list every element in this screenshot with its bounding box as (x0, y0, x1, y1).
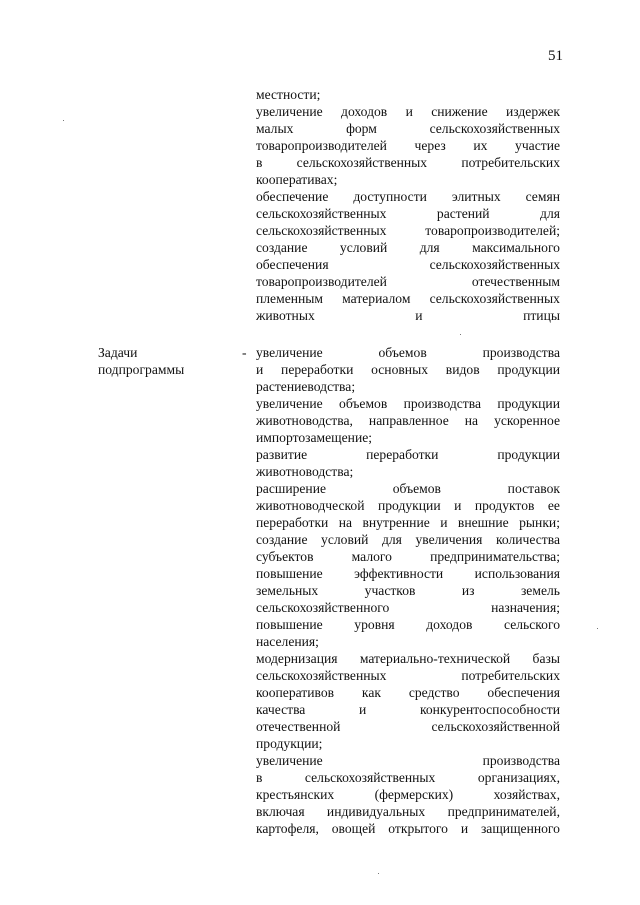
text-line (256, 137, 560, 154)
text-line (256, 599, 560, 616)
word: поставок (507, 481, 560, 496)
word: сельскохозяйственных (304, 770, 436, 785)
word: племенным (256, 291, 324, 306)
word: и (405, 104, 413, 119)
word: продуктов (474, 498, 535, 513)
word: земель (520, 583, 560, 598)
text-line (256, 239, 560, 256)
word: открытого (388, 821, 448, 836)
word: малых (256, 121, 294, 136)
word: сельскохозяйственной (431, 719, 560, 734)
text-line (256, 718, 560, 735)
word: овощей (331, 821, 376, 836)
word: увеличение (256, 345, 323, 360)
word: материалом (342, 291, 411, 306)
word: доходов (426, 617, 473, 632)
text-line (256, 701, 560, 718)
word: сельскохозяйственного (256, 600, 390, 615)
text-line (256, 361, 560, 378)
word: форм (346, 121, 377, 136)
text-line (256, 565, 560, 582)
word: сельскохозяйственных (429, 121, 560, 136)
text-line (256, 188, 560, 205)
word: объемов (378, 345, 427, 360)
text-line (256, 769, 560, 786)
word: внутренние (362, 515, 430, 530)
word: конкурентоспособности (419, 702, 560, 717)
word: товаропроизводителей (256, 138, 387, 153)
word: потребительских (461, 668, 560, 683)
word: обеспечение (256, 189, 329, 204)
word: сельского (504, 617, 560, 632)
word: видов (445, 362, 480, 377)
word: индивидуальных (326, 804, 426, 819)
text-line (256, 429, 560, 446)
word: продукции (497, 362, 560, 377)
word: ее (547, 498, 560, 513)
word: предпринимательства; (430, 549, 560, 564)
section-label (98, 344, 184, 378)
word: товаропроизводителей; (425, 223, 560, 238)
word: животноводства; (256, 464, 354, 479)
text-line (256, 86, 560, 103)
word: кооперативах; (256, 172, 338, 187)
text-line (256, 395, 560, 412)
word: доступности (353, 189, 427, 204)
word: создание (256, 532, 308, 547)
word: максимального (472, 240, 560, 255)
word: населения; (256, 634, 319, 649)
word: издержек (505, 104, 560, 119)
text-line (256, 290, 560, 307)
word: земельных (256, 583, 319, 598)
page-number: 51 (548, 48, 563, 64)
word: сельскохозяйственных (429, 257, 560, 272)
word: переработки (366, 447, 439, 462)
word: в (256, 155, 263, 170)
word: (фермерских) (374, 787, 454, 802)
word: увеличение (256, 104, 323, 119)
text-line (256, 463, 560, 480)
word: отечественной (256, 719, 341, 734)
text-line (256, 344, 560, 361)
word: и (440, 515, 448, 530)
text-line (256, 307, 560, 324)
word: продукции (497, 396, 560, 411)
text-line (256, 667, 560, 684)
word: сельскохозяйственных (429, 291, 560, 306)
word: использования (474, 566, 560, 581)
word: защищенного (480, 821, 560, 836)
section-label-line-1: Задачи (98, 345, 138, 360)
word: условий (321, 532, 369, 547)
text-line (256, 616, 560, 633)
word: основных (371, 362, 429, 377)
top-text-block (256, 86, 560, 324)
word: участие (515, 138, 560, 153)
word: расширение (256, 481, 327, 496)
word: модернизация (256, 651, 338, 666)
word: качества (256, 702, 306, 717)
word: продукции (497, 447, 560, 462)
text-line (256, 582, 560, 599)
word: их (473, 138, 488, 153)
word: направленное (368, 413, 449, 428)
word: на (464, 413, 479, 428)
word: увеличение (256, 753, 323, 768)
word: назначения; (491, 600, 560, 615)
word: обеспечения (256, 257, 329, 272)
section-text-block (256, 344, 560, 837)
text-line (256, 120, 560, 137)
word: повышение (256, 617, 323, 632)
word: увеличение (256, 396, 323, 411)
text-line (256, 633, 560, 650)
word: картофеля, (256, 821, 319, 836)
word: рынки; (519, 515, 560, 530)
word: развитие (256, 447, 308, 462)
word: продукции; (256, 736, 323, 751)
word: сельскохозяйственных (296, 155, 428, 170)
word: сельскохозяйственных (256, 206, 387, 221)
word: для (540, 206, 560, 221)
text-line (256, 446, 560, 463)
text-line (256, 752, 560, 769)
word: импортозамещение; (256, 430, 373, 445)
text-line (256, 103, 560, 120)
word: и (359, 702, 367, 717)
word: переработки (256, 515, 329, 530)
word: для (419, 240, 440, 255)
word: и (460, 821, 469, 836)
word: сельскохозяйственных (256, 668, 387, 683)
text-line (256, 480, 560, 497)
word: производства (482, 345, 560, 360)
word: эффективности (354, 566, 444, 581)
word: из (461, 583, 475, 598)
word: количества (495, 532, 560, 547)
text-line (256, 378, 560, 395)
word: через (414, 138, 446, 153)
text-line (256, 514, 560, 531)
word: продукции (377, 498, 441, 513)
text-line (256, 222, 560, 239)
word: условий (339, 240, 388, 255)
text-line (256, 684, 560, 701)
word: производства (403, 396, 482, 411)
text-line (256, 154, 560, 171)
word: кооперативов (256, 685, 335, 700)
word: объемов (339, 396, 388, 411)
word: материально-технической (359, 651, 511, 666)
section-label-line-2: подпрограммы (98, 362, 185, 377)
word: создание (256, 240, 308, 255)
word: семян (525, 189, 560, 204)
word: растений (436, 206, 490, 221)
word: ускоренное (494, 413, 560, 428)
word: в (256, 770, 263, 785)
word: хозяйствах, (493, 787, 560, 802)
word: обеспечения (487, 685, 560, 700)
word: включая (256, 804, 305, 819)
word: уровня (354, 617, 395, 632)
word: малого (351, 549, 392, 564)
word: снижение (431, 104, 488, 119)
word: внешние (457, 515, 509, 530)
word: местности; (256, 87, 321, 102)
word: как (361, 685, 381, 700)
text-line (256, 650, 560, 667)
word: доходов (341, 104, 388, 119)
word: для (381, 532, 402, 547)
word: базы (532, 651, 560, 666)
word: потребительских (461, 155, 560, 170)
text-line (256, 786, 560, 803)
word: переработки (281, 362, 354, 377)
text-line (256, 171, 560, 188)
word: увеличения (415, 532, 483, 547)
word: товаропроизводителей (256, 274, 387, 289)
word: на (338, 515, 353, 530)
text-line (256, 820, 560, 837)
word: средство (408, 685, 460, 700)
label-dash: - (242, 345, 247, 360)
word: и (454, 498, 462, 513)
word: организациях, (477, 770, 560, 785)
word: повышение (256, 566, 323, 581)
word: животноводства, (256, 413, 353, 428)
text-line (256, 803, 560, 820)
text-line (256, 548, 560, 565)
word: субъектов (256, 549, 314, 564)
text-line (256, 273, 560, 290)
word: отечественным (471, 274, 560, 289)
word: и (415, 308, 423, 323)
text-line (256, 205, 560, 222)
word: сельскохозяйственных (256, 223, 387, 238)
word: и (256, 362, 264, 377)
word: предпринимателей, (447, 804, 560, 819)
word: крестьянских (256, 787, 335, 802)
word: участков (364, 583, 416, 598)
word: животных (256, 308, 315, 323)
text-line (256, 735, 560, 752)
word: растениеводства; (256, 379, 356, 394)
text-line (256, 412, 560, 429)
word: элитных (451, 189, 501, 204)
text-line (256, 497, 560, 514)
text-line (256, 531, 560, 548)
word: производства (482, 753, 560, 768)
word: птицы (523, 308, 560, 323)
word: животноводческой (256, 498, 365, 513)
word: объемов (392, 481, 441, 496)
text-line (256, 256, 560, 273)
